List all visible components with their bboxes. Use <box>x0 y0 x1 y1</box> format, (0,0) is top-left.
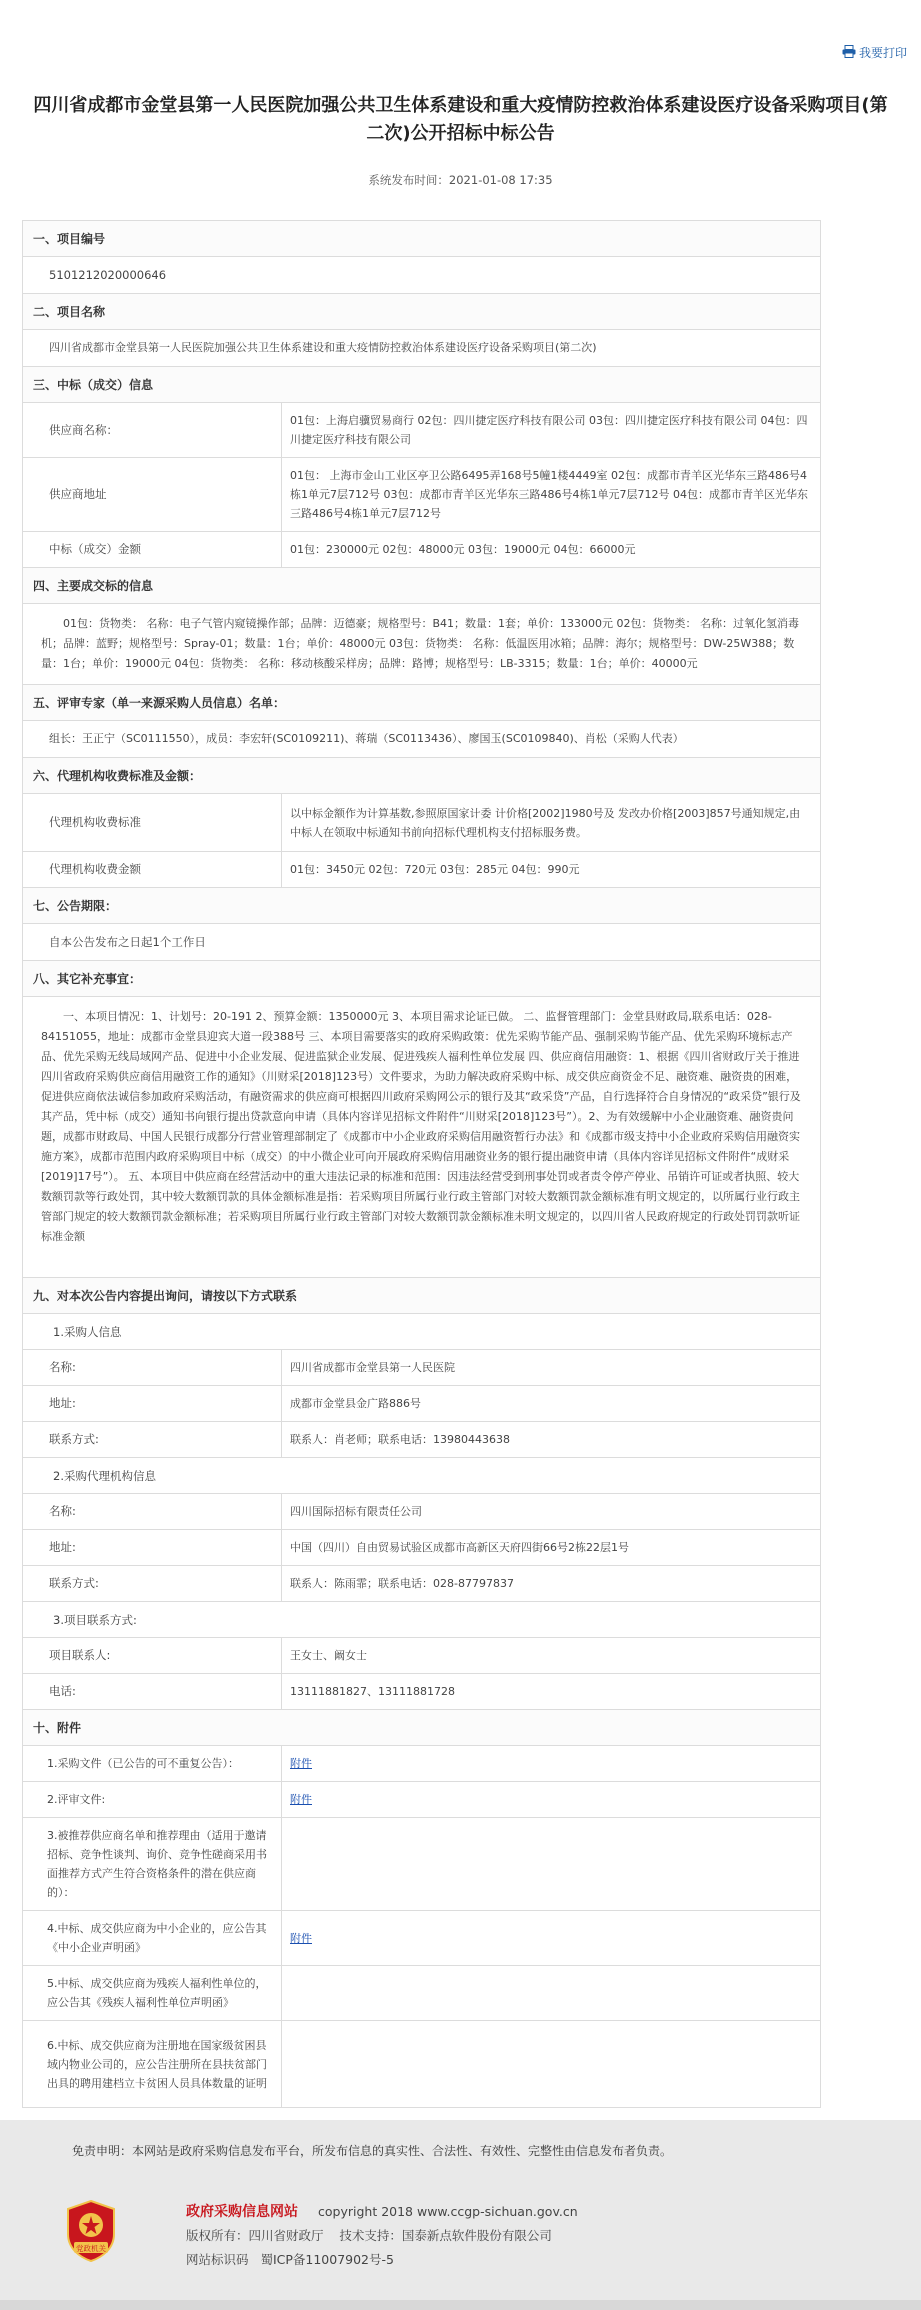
site-id-label: 网站标识码 <box>186 2252 249 2267</box>
attachment-link-procurement-docs[interactable]: 附件 <box>290 1757 312 1770</box>
row-label: 供应商地址 <box>23 458 282 531</box>
attachment-value-empty <box>282 1818 820 1910</box>
icp-number[interactable]: 蜀ICP备11007902号-5 <box>260 2252 394 2267</box>
table-row <box>23 1566 820 1602</box>
purchaser-contact: 联系人：肖老师；联系电话：13980443638 <box>290 1433 510 1446</box>
row-label: 地址: <box>23 1530 282 1565</box>
attachment-value-empty <box>282 2021 820 2107</box>
agency-name: 四川国际招标有限责任公司 <box>290 1505 422 1518</box>
table-row <box>23 1638 820 1674</box>
attachment-label: 1.采购文件（已公告的可不重复公告）： <box>23 1746 282 1781</box>
row-label: 名称: <box>23 1350 282 1385</box>
row-label: 中标（成交）金额 <box>23 532 282 567</box>
section-heading-attachments: 十、附件 <box>23 1710 820 1746</box>
print-bar <box>0 0 921 58</box>
table-row <box>23 458 820 532</box>
table-row <box>23 1674 820 1710</box>
row-label: 电话: <box>23 1674 282 1709</box>
disclaimer: 免责申明：本网站是政府采购信息发布平台，所发布信息的真实性、合法性、有效性、完整性由信息发布者负责。 <box>72 2144 673 2158</box>
copyright-owner: 版权所有：四川省财政厅 <box>186 2228 324 2243</box>
award-amount: 01包：230000元 02包：48000元 03包：19000元 04包：66000元 <box>290 543 636 556</box>
attachment-row <box>23 1911 820 1966</box>
publish-time: 系统发布时间：2021-01-08 17:35 <box>368 173 553 187</box>
print-label: 我要打印 <box>858 46 907 60</box>
attachment-value-empty <box>282 1966 820 2020</box>
section-heading-contact: 九、对本次公告内容提出询问，请按以下方式联系 <box>23 1278 820 1314</box>
main-items-text: 01包：货物类： 名称：电子气管内窥镜操作部；品牌：迈德豪；规格型号：B41；数量：1套；单价：133000元 02包：货物类： 名称：过氧化氢消毒机；品牌：蓝野；规格型号：Spray-01；数量：1台；单价：48000元 03包：货物类： 名称：低温医用冰箱；品牌：海尔；规格型号：DW-25W388；数量：1台；单价：19000元 04包：货物类： 名称：移动核酸采样房；品牌：路博；规格型号：LB-3315；数量：1台；单价：40000元 <box>23 604 820 685</box>
attachment-row <box>23 1818 820 1911</box>
printer-icon <box>842 45 856 61</box>
experts-list: 组长：王正宁（SC0111550），成员：李宏轩(SC0109211)、蒋瑞（SC0113436）、廖国玉(SC0109840)、肖松（采购人代表） <box>23 721 820 758</box>
print-button[interactable] <box>842 44 907 61</box>
attachment-link-review-docs[interactable]: 附件 <box>290 1793 312 1806</box>
agency-info-title: 2.采购代理机构信息 <box>23 1458 820 1494</box>
attachment-label: 5.中标、成交供应商为残疾人福利性单位的，应公告其《残疾人福利性单位声明函》 <box>23 1966 282 2020</box>
table-row <box>23 403 820 458</box>
section-heading-other-matters: 八、其它补充事宜： <box>23 961 820 997</box>
table-row <box>23 1494 820 1530</box>
other-matters-text: 一、本项目情况：1、计划号：20-191 2、预算金额：1350000元 3、本项目需求论证已做。 二、监督管理部门：金堂县财政局,联系电话：028-84151055，地址：成都市金堂县迎宾大道一段388号 三、本项目需要落实的政府采购政策：优先采购节能产品、强制采购节能产品、优先采购环境标志产品、优先采购无线局域网产品、促进中小企业发展、促进监狱企业发展、促进残疾人福利性单位发展 四、供应商信用融资：1、根据《四川省财政厅关于推进四川省政府采购供应商信用融资工作的通知》（川财采[2018]123号）文件要求，为助力解决政府采购中标、成交供应商资金不足、融资难、融资贵的困难，促进供应商依法诚信参加政府采购活动，有融资需求的供应商可根据四川政府采购网公示的银行及其“政采贷”产品，自行选择符合自身情况的“政采贷”银行及其产品，凭中标（成交）通知书向银行提出贷款意向申请（具体内容详见招标文件附件“川财采[2018]123号”）。2、为有效缓解中小企业融资难、融资贵问题，成都市财政局、中国人民银行成都分行营业管理部制定了《成都市中小企业政府采购信用融资暂行办法》和《成都市级支持中小企业政府采购信用融资实施方案》，成都市范围内政府采购项目中标（成交）的中小微企业可向开展政府采购信用融资业务的银行提出融资申请（具体内容详见招标文件附件“成财采[2019]17号”）。 五、本项目中供应商在经营活动中的重大违法记录的标准和范围：因违法经营受到刑事处罚或者责令停产停业、吊销许可证或者执照、较大数额罚款等行政处罚，其中较大数额罚款的具体金额标准是指：若采购项目所属行业行政主管部门对较大数额罚款金额标准有明文规定的，以所属行业行政主管部门规定的较大数额罚款金额标准；若采购项目所属行业行政主管部门对较大数额罚款金额标准未明文规定的，以四川省人民政府规定的行政处罚罚款听证标准金额 <box>23 997 820 1278</box>
attachment-label: 6.中标、成交供应商为注册地在国家级贫困县域内物业公司的，应公告注册所在县扶贫部门出具的聘用建档立卡贫困人员具体数量的证明 <box>23 2021 282 2107</box>
fee-amount: 01包：3450元 02包：720元 03包：285元 04包：990元 <box>290 863 580 876</box>
attachment-row <box>23 1966 820 2021</box>
announcement-title: 四川省成都市金堂县第一人民医院加强公共卫生体系建设和重大疫情防控救治体系建设医疗设备采购项目(第二次)公开招标中标公告 <box>33 95 888 144</box>
purchaser-info-title: 1.采购人信息 <box>23 1314 820 1350</box>
supplier-name: 01包：上海启骥贸易商行 02包：四川捷定医疗科技有限公司 03包：四川捷定医疗科技有限公司 04包：四川捷定医疗科技有限公司 <box>290 414 808 446</box>
emblem-text: 党政机关 <box>76 2244 106 2253</box>
purchaser-address: 成都市金堂县金广路886号 <box>290 1397 421 1410</box>
attachment-link-sme-declaration[interactable]: 附件 <box>290 1931 312 1945</box>
table-row <box>23 532 820 568</box>
project-contact-phone: 13111881827、13111881728 <box>290 1685 455 1698</box>
table-row <box>23 1350 820 1386</box>
row-label: 联系方式: <box>23 1566 282 1601</box>
notice-period: 自本公告发布之日起1个工作日 <box>23 924 820 961</box>
section-heading-project-name: 二、项目名称 <box>23 294 820 330</box>
project-name: 四川省成都市金堂县第一人民医院加强公共卫生体系建设和重大疫情防控救治体系建设医疗设备采购项目(第二次) <box>23 330 820 367</box>
row-label: 联系方式: <box>23 1422 282 1457</box>
table-row <box>23 794 820 852</box>
site-name: 政府采购信息网站 <box>186 2204 298 2220</box>
copyright: copyright 2018 www.ccgp-sichuan.gov.cn <box>318 2204 578 2219</box>
row-label: 供应商名称： <box>23 403 282 457</box>
project-number: 5101212020000646 <box>23 257 820 294</box>
site-info <box>186 2200 578 2272</box>
project-contact-person: 王女士、阚女士 <box>290 1649 367 1662</box>
announcement-body <box>22 220 821 2108</box>
page-footer <box>0 2120 921 2310</box>
table-row <box>23 1422 820 1458</box>
attachment-label: 4.中标、成交供应商为中小企业的，应公告其《中小企业声明函》 <box>23 1911 282 1965</box>
attachment-label: 2.评审文件: <box>23 1782 282 1817</box>
fee-standard: 以中标金额作为计算基数,参照原国家计委 计价格[2002]1980号及 发改办价格[2003]857号通知规定,由中标人在领取中标通知书前向招标代理机构支付招标服务费。 <box>290 806 801 839</box>
tech-support: 技术支持：国泰新点软件股份有限公司 <box>339 2228 552 2243</box>
section-heading-notice-period: 七、公告期限： <box>23 888 820 924</box>
supplier-address: 01包： 上海市金山工业区亭卫公路6495弄168号5幢1楼4449室 02包：成都市青羊区光华东三路486号4栋1单元7层712号 03包：成都市青羊区光华东三路486号4栋1单元7层712号 04包：成都市青羊区光华东三路486号4栋1单元7层712号 <box>290 469 808 520</box>
agency-address: 中国（四川）自由贸易试验区成都市高新区天府四街66号2栋22层1号 <box>290 1541 629 1554</box>
agency-contact: 联系人：陈雨霏；联系电话：028-87797837 <box>290 1577 514 1590</box>
table-row <box>23 1386 820 1422</box>
section-heading-agency-fee: 六、代理机构收费标准及金额： <box>23 758 820 794</box>
row-label: 代理机构收费标准 <box>23 794 282 851</box>
attachment-row <box>23 2021 820 2107</box>
section-heading-award-info: 三、中标（成交）信息 <box>23 367 820 403</box>
attachment-row <box>23 1746 820 1782</box>
attachment-label: 3.被推荐供应商名单和推荐理由（适用于邀请招标、竞争性谈判、询价、竞争性磋商采用书面推荐方式产生符合资格条件的潜在供应商的）： <box>23 1818 282 1910</box>
bottom-strip <box>0 2300 921 2310</box>
section-heading-experts: 五、评审专家（单一来源采购人员信息）名单： <box>23 685 820 721</box>
party-government-emblem-icon <box>62 2200 120 2262</box>
table-row <box>23 1530 820 1566</box>
row-label: 项目联系人: <box>23 1638 282 1673</box>
section-heading-main-items: 四、主要成交标的信息 <box>23 568 820 604</box>
attachment-row <box>23 1782 820 1818</box>
section-heading-project-number: 一、项目编号 <box>23 221 820 257</box>
row-label: 地址: <box>23 1386 282 1421</box>
purchaser-name: 四川省成都市金堂县第一人民医院 <box>290 1361 455 1374</box>
project-contact-title: 3.项目联系方式: <box>23 1602 820 1638</box>
row-label: 代理机构收费金额 <box>23 852 282 887</box>
row-label: 名称: <box>23 1494 282 1529</box>
table-row <box>23 852 820 888</box>
